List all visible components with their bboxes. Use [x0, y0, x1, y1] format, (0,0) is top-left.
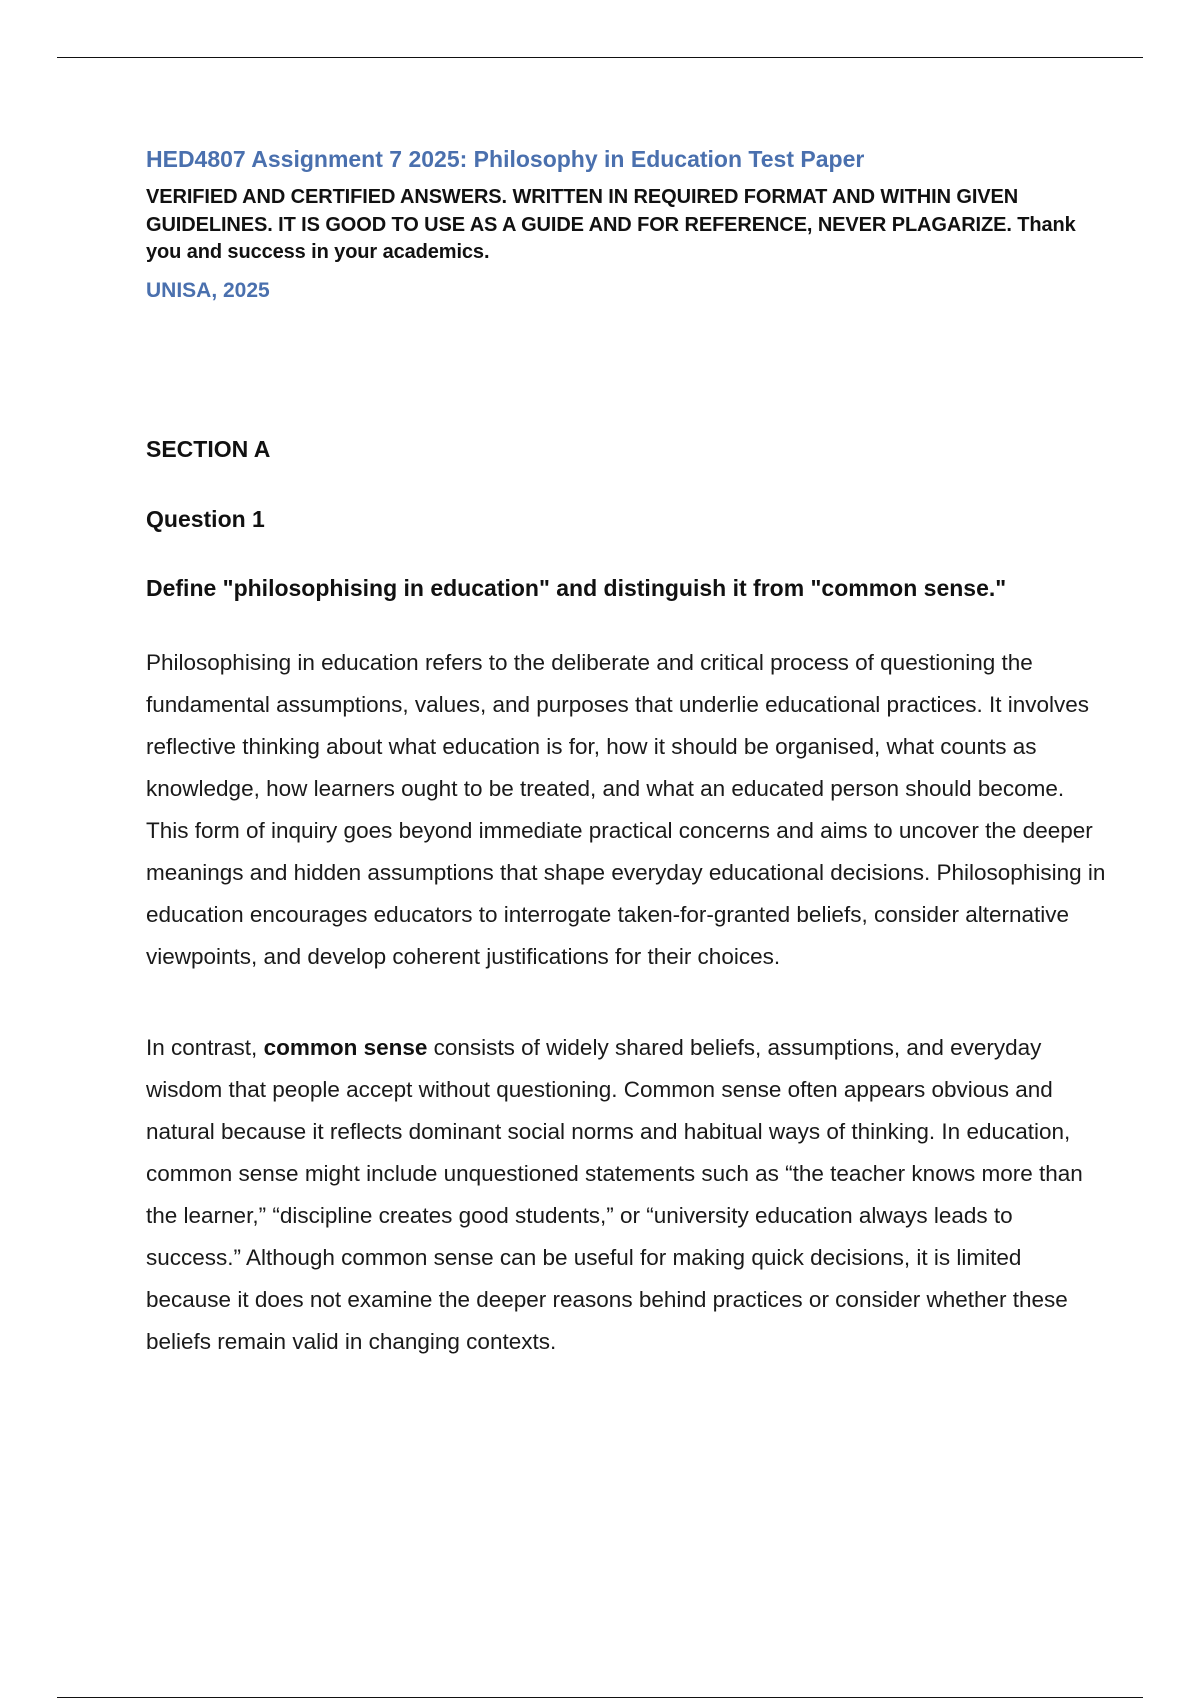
disclaimer-text: VERIFIED AND CERTIFIED ANSWERS. WRITTEN IN REQUIRED FORMAT AND WITHIN GIVEN GUIDELINES. IT IS GOOD TO USE AS A GUIDE AND FOR REFERENCE, NEVER PLAGARIZE. Thank you and success in your academics.	[146, 186, 1076, 263]
bottom-rule	[57, 1697, 1143, 1698]
answer-paragraph-2	[146, 1027, 1106, 1363]
answer-paragraph-2-rest: consists of widely shared beliefs, assumptions, and everyday wisdom that people accept without questioning. Common sense often appears obvious and natural because it reflects dominant social norms and habitual ways of thinking. In education, common sense might include unquestioned statements such as “the teacher knows more than the learner,” “discipline creates good students,” or “university education always leads to success.” Although common sense can be useful for making quick decisions, it is limited because it does not examine the deeper reasons behind practices or consider whether these beliefs remain valid in changing contexts.	[146, 1035, 1083, 1354]
document-title: HED4807 Assignment 7 2025: Philosophy in Education Test Paper	[146, 146, 865, 172]
top-rule	[57, 57, 1143, 58]
answer-paragraph-1: Philosophising in education refers to the deliberate and critical process of questioning the fundamental assumptions, values, and purposes that underlie educational practices. It involves reflective thinking about what education is for, how it should be organised, what counts as knowledge, how learners ought to be treated, and what an educated person should become. This form of inquiry goes beyond immediate practical concerns and aims to uncover the deeper meanings and hidden assumptions that shape everyday educational decisions. Philosophising in education encourages educators to interrogate taken-for-granted beliefs, consider alternative viewpoints, and develop coherent justifications for their choices.	[146, 650, 1106, 969]
answer-paragraph-2-lead: In contrast,	[146, 1035, 264, 1060]
page-content	[146, 144, 1106, 1354]
institution-year: UNISA, 2025	[146, 278, 270, 302]
common-sense-term: common sense	[263, 1035, 428, 1060]
section-heading: SECTION A	[146, 436, 271, 462]
question-text: Define "philosophising in education" and distinguish it from "common sense."	[146, 575, 1007, 601]
question-label: Question 1	[146, 506, 265, 532]
